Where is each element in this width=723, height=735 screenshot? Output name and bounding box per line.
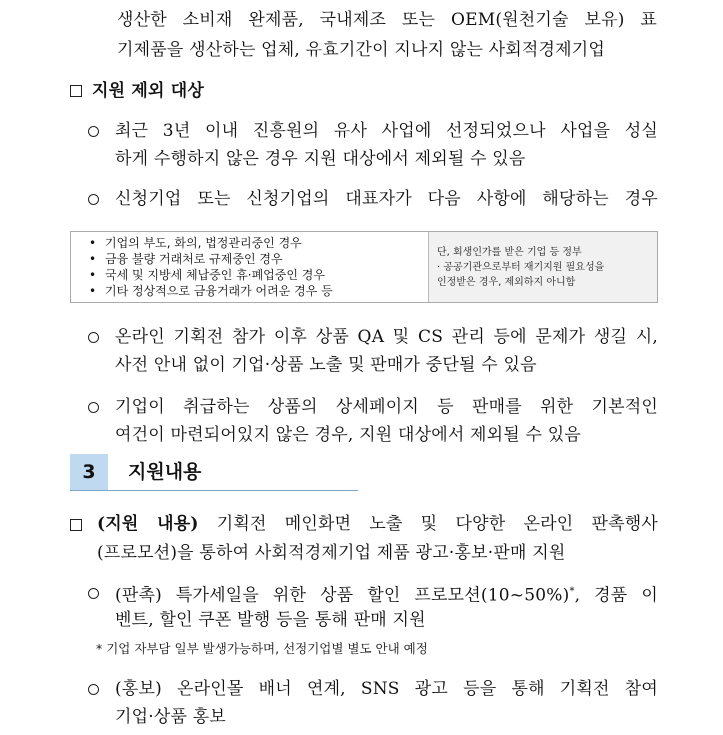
- exclusion-bullet-2: [88, 188, 99, 212]
- support-main-marker: [70, 513, 92, 537]
- support-pr-line-2: 기업·상품 홍보: [115, 707, 226, 727]
- criteria-list: [71, 232, 429, 302]
- checkbox-square-icon: [70, 85, 82, 97]
- support-promo-line-1: (판촉) 특가세일을 위한 상품 할인 프로모션(10~50%)*, 경품 이: [115, 585, 658, 606]
- circle-bullet-icon: [88, 126, 99, 137]
- criteria-note-line: · 공공기관으로부터 재기지원 필요성을: [437, 262, 605, 273]
- criteria-note-line: 인정받은 경우, 제외하지 아니함: [437, 277, 576, 288]
- section-underline: [70, 490, 358, 491]
- intro-line-2: 기제품을 생산하는 업체, 유효기간이 지나지 않는 사회적경제기업: [117, 40, 606, 60]
- circle-bullet-icon: [88, 684, 99, 695]
- exclusion-bullet-4: [88, 396, 99, 420]
- exclusion-item-3-line-1: 온라인 기획전 참가 이후 상품 QA 및 CS 관리 등에 문제가 생길 시,: [115, 327, 658, 347]
- exclusion-item-4-line-2: 여건이 마련되어있지 않은 경우, 지원 대상에서 제외될 수 있음: [115, 425, 581, 445]
- intro-line-1: 생산한 소비재 완제품, 국내제조 또는 OEM(원천기술 보유) 표: [117, 10, 657, 30]
- circle-bullet-icon: [88, 588, 99, 599]
- criteria-list-item: • 금융 불량 거래처로 규제중인 경우: [89, 251, 428, 267]
- support-main-line-1: (지원 내용) 기획전 메인화면 노출 및 다양한 온라인 판촉행사: [97, 514, 658, 534]
- support-bullet-promo: [88, 582, 99, 606]
- section-number: 3: [70, 454, 108, 490]
- support-pr-line-1: (홍보) 온라인몰 배너 연계, SNS 광고 등을 통해 기획전 참여: [115, 679, 658, 699]
- exclusion-item-4-line-1: 기업이 취급하는 상품의 상세페이지 등 판매를 위한 기본적인: [115, 397, 658, 417]
- support-footnote: * 기업 자부담 일부 발생가능하며, 선정기업별 별도 안내 예정: [96, 641, 428, 656]
- circle-bullet-icon: [88, 332, 99, 343]
- circle-bullet-icon: [88, 402, 99, 413]
- support-promo-line-2: 벤트, 할인 쿠폰 발행 등을 통해 판매 지원: [115, 610, 426, 630]
- exclusion-heading: 지원 제외 대상: [70, 79, 204, 103]
- exclusion-item-1-line-1: 최근 3년 이내 진흥원의 유사 사업에 선정되었으나 사업을 성실: [115, 121, 658, 141]
- criteria-note-line: 단, 회생인가를 받은 기업 등 정부: [437, 247, 582, 258]
- criteria-list-item: • 기업의 부도, 화의, 법정관리중인 경우: [89, 235, 428, 251]
- criteria-list-item: • 기타 정상적으로 금융거래가 어려운 경우 등: [89, 283, 428, 299]
- exclusion-bullet-3: [88, 326, 99, 350]
- checkbox-square-icon: [70, 519, 82, 531]
- section-heading: [70, 454, 358, 491]
- exclusion-bullet-1: [88, 120, 99, 144]
- exclusion-criteria-box: [70, 231, 658, 303]
- exclusion-item-2: 신청기업 또는 신청기업의 대표자가 다음 사항에 해당하는 경우: [115, 189, 658, 209]
- circle-bullet-icon: [88, 194, 99, 205]
- exclusion-item-3-line-2: 사전 안내 없이 기업·상품 노출 및 판매가 중단될 수 있음: [115, 355, 537, 375]
- criteria-note: [429, 232, 657, 302]
- criteria-list-item: • 국세 및 지방세 체납중인 휴·폐업중인 경우: [89, 267, 428, 283]
- support-main-line-2: (프로모션)을 통하여 사회적경제기업 제품 광고·홍보·판매 지원: [97, 543, 566, 563]
- support-bullet-pr: [88, 678, 99, 702]
- exclusion-item-1-line-2: 하게 수행하지 않은 경우 지원 대상에서 제외될 수 있음: [115, 149, 526, 169]
- section-title: 지원내용: [128, 461, 202, 483]
